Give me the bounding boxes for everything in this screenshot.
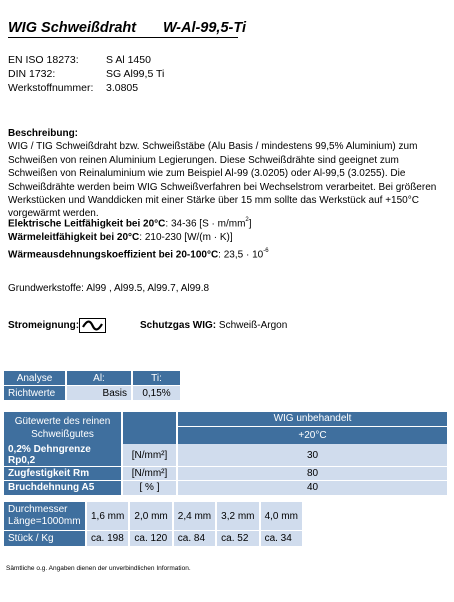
ac-wave-icon (79, 318, 106, 333)
analysis-row-label: Richtwerte (4, 386, 66, 401)
title-product-type: WIG Schweißdraht (8, 20, 137, 36)
analysis-header-cell: Ti: (132, 371, 180, 386)
dims-label-diameter: Durchmesser (8, 504, 68, 515)
current-label: Stromeignung: (8, 320, 80, 331)
dimensions-table (4, 502, 302, 546)
dims-count-cell: ca. 120 (129, 531, 172, 546)
guete-row-value: 80 (177, 467, 447, 481)
property-expansion (8, 245, 269, 262)
guete-header-right-bottom: +20°C (177, 426, 447, 444)
dims-size-cell: 2,4 mm (173, 502, 216, 531)
physical-properties (8, 214, 269, 263)
dims-count-cell: ca. 34 (260, 531, 302, 546)
property-value: : 23,5 · 10 (218, 249, 264, 261)
property-exponent: 2 (245, 217, 249, 223)
mechanical-properties-table (4, 412, 447, 495)
guete-row-label: Zugfestigkeit Rm (4, 467, 122, 481)
norm-row (8, 67, 164, 81)
dims-header-label (4, 502, 86, 531)
norm-label: EN ISO 18273: (8, 54, 79, 66)
analysis-value: 0,15% (132, 386, 180, 401)
property-label: Wärmeleitfähigkeit bei 20°C (8, 232, 140, 244)
table-row (4, 467, 447, 481)
shielding-gas-label: Schutzgas WIG: (140, 320, 217, 331)
dims-count-row (4, 531, 302, 546)
dims-label-length: Länge=1000mm (8, 516, 81, 527)
analysis-header-cell: Analyse (4, 371, 66, 386)
property-value-end: ] (248, 218, 252, 230)
guete-row-label: Bruchdehnung A5 (4, 481, 122, 495)
dims-size-cell: 4,0 mm (260, 502, 302, 531)
analysis-header-cell: Al: (66, 371, 132, 386)
guete-row-value: 40 (177, 481, 447, 495)
norm-value: SG Al99,5 Ti (106, 68, 165, 80)
guete-row-unit: [ % ] (122, 481, 177, 495)
shielding-gas-value: Schweiß-Argon (218, 320, 288, 331)
guete-header-unit (122, 412, 177, 444)
description-text: WIG / TIG Schweißdraht bzw. Schweißstäbe (Alu Basis / mindestens 99,5% Aluminium) zum Schweißen von reinen Aluminium Legierungen. Diese Schweißdrähte sind geeignet zum Schweißen von Reinaluminium wie zum Beispiel Al-99 (3.0205) oder Al-99,5 (3.0255). Die Schweißdrähte werden beim WIG Schweißverfahren bei Wechselstrom verarbeitet. Bei größeren Werkstücken und Wanddicken mit einer Stärke über 15 mm sollte das Werkstück auf +150°C vorgewärmt werden. (8, 141, 437, 220)
dims-row-label: Stück / Kg (4, 531, 86, 546)
property-exponent: -6 (263, 248, 269, 255)
table-row (4, 481, 447, 495)
guete-header-row (4, 412, 447, 426)
shielding-gas (140, 320, 287, 331)
property-label: Wärmeausdehnungskoeffizient bei 20-100°C (8, 249, 219, 261)
table-row (4, 444, 447, 467)
norm-value: S Al 1450 (106, 54, 151, 66)
analysis-header-row (4, 371, 180, 386)
dims-size-cell: 2,0 mm (129, 502, 172, 531)
dims-size-cell: 3,2 mm (216, 502, 259, 531)
title-alloy-code: W-Al-99,5-Ti (163, 20, 246, 36)
property-value: : 210-230 [W/(m · K)] (139, 232, 233, 244)
dims-count-cell: ca. 198 (86, 531, 129, 546)
dims-count-cell: ca. 52 (216, 531, 259, 546)
description-block (8, 127, 448, 221)
current-suitability (8, 320, 288, 334)
guete-header-left: Gütewerte des reinen Schweißgutes (4, 412, 122, 444)
guete-header-right-top: WIG unbehandelt (177, 412, 447, 426)
document-title (8, 20, 246, 38)
dims-count-cell: ca. 84 (173, 531, 216, 546)
analysis-value: Basis (66, 386, 132, 401)
analysis-row (4, 386, 180, 401)
footnote: Sämtliche o.g. Angaben dienen der unverbindlichen Information. (6, 565, 191, 572)
analysis-table (4, 371, 180, 400)
property-conductivity (8, 214, 269, 231)
guete-row-unit: [N/mm²] (122, 444, 177, 467)
description-heading: Beschreibung: (8, 128, 79, 139)
norm-label: DIN 1732: (8, 68, 56, 80)
norms-block (8, 53, 164, 95)
norm-row (8, 81, 164, 95)
guete-row-value: 30 (177, 444, 447, 467)
norm-value: 3.0805 (106, 82, 139, 94)
dims-header-row (4, 502, 302, 531)
norm-row (8, 53, 164, 67)
property-thermal-conductivity (8, 231, 269, 245)
property-value: : 34-36 [S · m/mm (165, 218, 246, 230)
norm-label: Werkstoffnummer: (8, 82, 94, 94)
base-materials: Grundwerkstoffe: Al99 , Al99.5, Al99.7, Al99.8 (8, 283, 210, 294)
guete-row-unit: [N/mm²] (122, 467, 177, 481)
property-label: Elektrische Leitfähigkeit bei 20°C (8, 218, 166, 230)
guete-row-label: 0,2% Dehngrenze Rp0,2 (4, 444, 122, 467)
dims-size-cell: 1,6 mm (86, 502, 129, 531)
